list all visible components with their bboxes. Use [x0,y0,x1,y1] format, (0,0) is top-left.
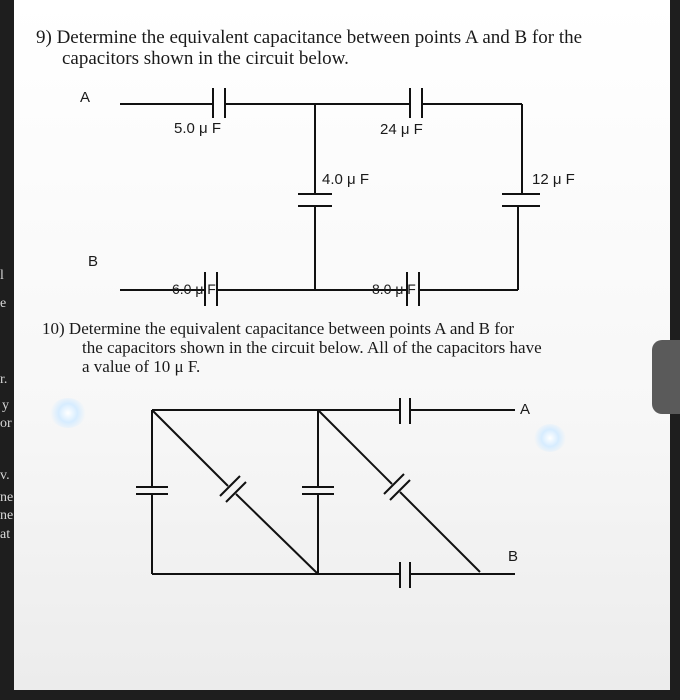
light-reflection [50,398,86,428]
capacitor-label: 24 μ F [380,121,423,138]
edge-fragment: v. [0,468,10,483]
point-b-label: B [508,548,519,565]
capacitor-label: 12 μ F [532,171,575,188]
capacitor-label: 4.0 μ F [322,171,369,188]
edge-fragment: y [2,398,9,413]
edge-fragment: ne [0,508,14,523]
question-10-line-3: a value of 10 μ F. [82,357,201,376]
point-a-label: A [80,89,91,106]
edge-fragment: ne [0,490,14,505]
scroll-handle[interactable] [652,340,680,414]
question-9-line-1: 9) Determine the equivalent capacitance between points A and B for the [36,27,583,48]
question-9-line-2: capacitors shown in the circuit below. [62,48,349,69]
question-10-line-1: 10) Determine the equivalent capacitance between points A and B for [42,319,515,338]
edge-fragment: or [0,416,12,431]
capacitor-label: 6.0 μ F [172,281,216,297]
capacitor-label: 5.0 μ F [174,120,221,137]
capacitor-label: 8.0 μ F [372,281,416,297]
edge-fragment: at [0,527,11,542]
point-b-label: B [88,253,99,270]
question-10-line-2: the capacitors shown in the circuit below. All of the capacitors have [82,338,542,357]
edge-fragment: l [0,268,4,283]
light-reflection [534,424,566,452]
edge-fragment: r. [0,372,8,387]
point-a-label: A [520,401,531,418]
edge-fragment: e [0,296,7,311]
